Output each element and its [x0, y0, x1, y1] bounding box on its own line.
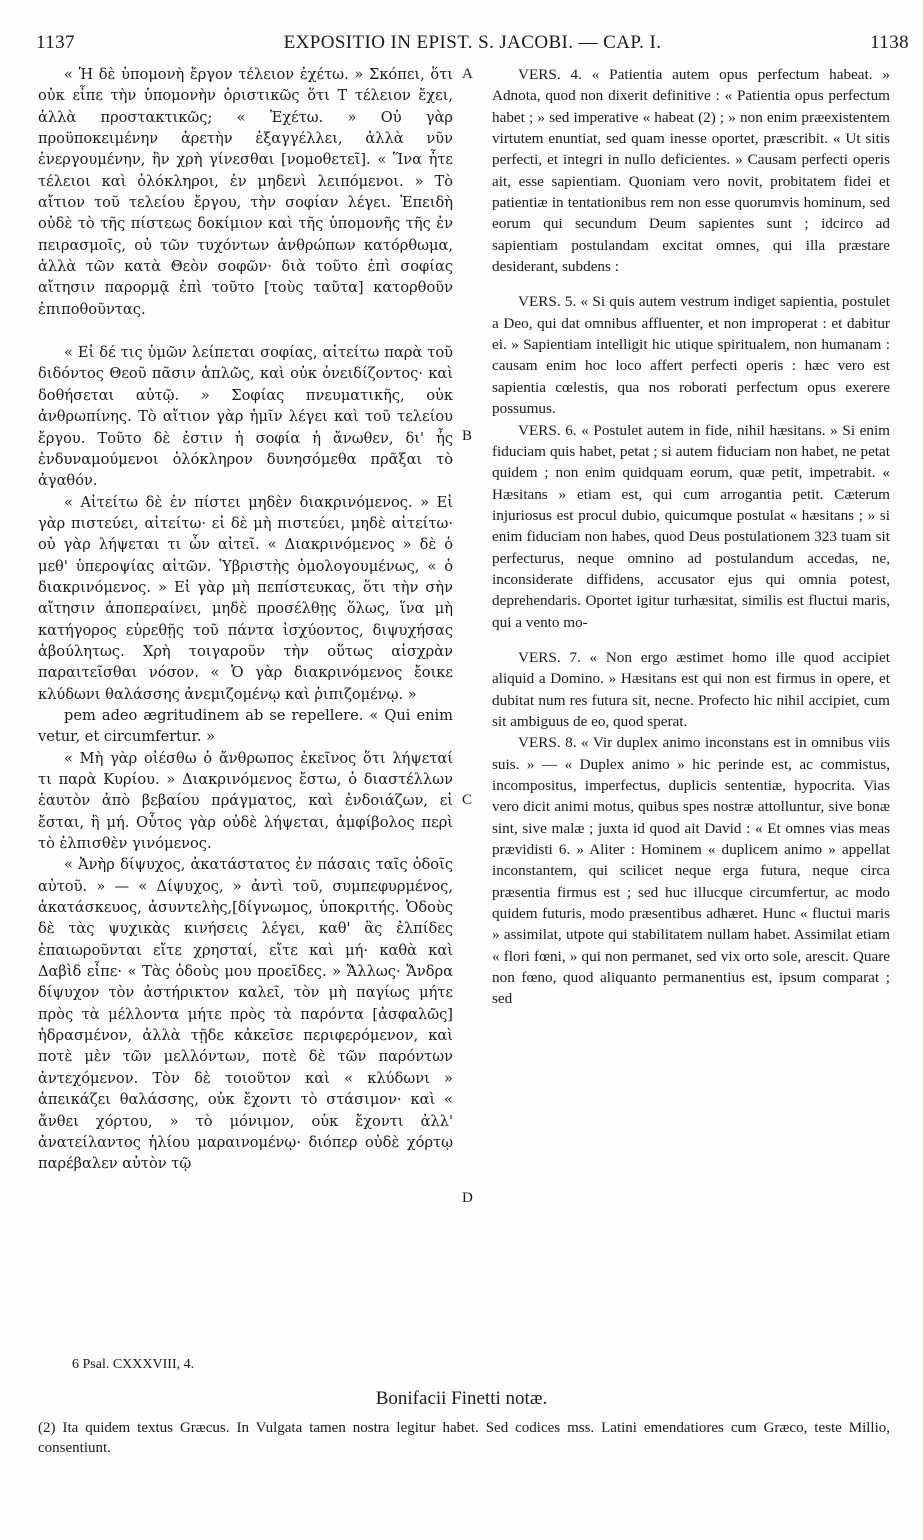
greek-paragraph: « Μὴ γὰρ οἰέσθω ὁ ἄνθρωπος ἐκεῖνος ὅτι λήψεταί τι παρὰ Κυρίου. » Διακρινόμενος ἔστω, ὁ διαστέλλων ἑαυτὸν ἀπὸ βεβαίου πράγματος, καὶ ἐνδοιάζων, εἰ ἔσται, ἢ μή. Οὗτος γὰρ οὐδὲ λήψεται, ἀμφίβολος περὶ τὸ ἐλπισθὲν γινόμενος.: [38, 749, 453, 853]
latin-column: [492, 64, 890, 1010]
margin-letter-d: D: [462, 1190, 473, 1206]
margin-letter-a: A: [462, 66, 473, 82]
running-title: EXPOSITIO IN EPIST. S. JACOBI. — CAP. I.: [283, 32, 662, 53]
notes-body: [38, 1418, 890, 1458]
margin-letter-b: B: [462, 428, 473, 444]
latin-paragraph: VERS. 7. « Non ergo æstimet homo ille quod accipiet aliquid a Domino. » Hæsitans est qui non est firmus in opere, et dubitat num res futura sit, necne. Profecto hic nihil accipiet, cum sit ambiguus de eo, quod sperat.: [492, 648, 890, 730]
greek-paragraph: « Ἡ δὲ ὑπομονὴ ἔργον τέλειον ἐχέτω. » Σκόπει, ὅτι οὐκ εἶπε τὴν ὑπομονὴν ὁριστικῶς ὅτι Τ τέλειον ἔχει, ἀλλὰ προστακτικῶς; « Ἐχέτω. » Οὐ γὰρ προϋποκειμένην ἀρετὴν ἐξαγγέλλει, ἀλλὰ νῦν ἐνεργουμένην, ἣν χρὴ γίνεσθαι [νομοθετεῖ]. « Ἵνα ἦτε τέλειοι καὶ ὁλόκληροι, ἐν μηδενὶ λειπόμενοι. » Τὸ αἴτιον τοῦ τελείου ἔργου, τὴν σοφίαν λέγει. Ἐπειδὴ οὐδὲ τὸ τῆς πίστεως δοκίμιον καὶ τῆς ὑπομονῆς τῆς ἐν πειρασμοῖς, οὐ τῶν τυχόντων ἀνθρώπων κατόρθωμα, ἀλλὰ τῶν κατὰ Θεὸν σοφῶν· διὰ τοῦτο ἐπὶ σοφίας αἴτησιν παρορμᾷ ἐπὶ τοῦτο [τοὺς ταῦτα] κατορθοῦν ἐπιποθοῦντας.: [38, 66, 453, 318]
latin-paragraph: VERS. 4. « Patientia autem opus perfectum habeat. » Adnota, quod non dixerit definitive : « Patientia opus perfectum habet ; » sed imperative « habeat (2) ; » non enim præexistentem virtutem enuntiat, sed quam inesse oportet, præscribit. « Ut sitis perfecti, et integri in nullo deficientes. » Causam perfecti operis ait, esse sapientiam. Quoniam vero novit, probitatem fidei et patientiæ in tentationibus rem non esse quorumvis hominum, sed eorum qui secundum Deum sapientes sunt ; idcirco ad sapientiam postulandam excitat omnes, qui illa præstare desiderant, subdens :: [492, 66, 890, 276]
greek-paragraph: « Αἰτείτω δὲ ἐν πίστει μηδὲν διακρινόμενος. » Εἰ γὰρ πιστεύει, αἰτείτω· εἰ δὲ μὴ πιστεύει, μηδὲ αἰτείτω· οὐ γὰρ λήψεται τι ὧν αἰτεῖ. « Διακρινόμενος » δὲ ὁ μεθ' ὑπεροψίας αἰτῶν. Ὑβριστὴς ὁμολογουμένως, « ὁ διακρινόμενος. » Εἰ γὰρ μὴ πεπίστευκας, ὅτι τὴν σὴν αἴτησιν ἀποπεραίνει, μηδὲ προσέλθῃς ὅλως, ἵνα μὴ κατήγορος εὑρεθῇς τοῦ πάντα ἰσχύοντος, διψυχήσας ἀβούλητως. Χρὴ τοιγαροῦν τὴν οὕτως αἰσχρὰν παραιτεῖσθαι νόσον. « Ὁ γὰρ διακρινόμενος ἔοικε κλύδωνι θαλάσσης ἀνεμιζομένῳ καὶ ῥιπιζομένῳ. »: [38, 493, 453, 703]
greek-paragraph: « Ἀνὴρ δίψυχος, ἀκατάστατος ἐν πάσαις ταῖς ὁδοῖς αὐτοῦ. » — « Δίψυχος, » ἀντὶ τοῦ, συμπεφυρμένος, ἀκατάσκευος, ἀσυντελὴς,[δίγνωμος, ὑποκριτής. Ὁδοὺς δὲ τὰς ψυχικὰς κινήσεις λέγει, καθ' ἃς ἐλπίδες ἐπαιωροῦνται εἴτε χρησταί, εἴτε καὶ μή· καθὰ καὶ Δαβὶδ εἶπε· « Τὰς ὁδοὺς μου προεῖδες. » Ἄλλως· Ἄνδρα δίψυχον τὸν ἀστήρικτον καλεῖ, τὸν μὴ παγίως μήτε πρὸς τὰ μέλλοντα μήτε πρὸς τὰ παρόντα [ἀσφαλῶς] ἡδρασμένον, ἀλλὰ τῇδε κἀκεῖσε περιφερόμενον, καὶ ποτὲ μὲν τῶν μελλόντων, ποτὲ δὲ τῶν παρόντων ἀντεχόμενον. Τὸν δὲ τοιοῦτον καὶ « κλύδωνι » ἀπεικάζει θαλάσσης, οὐκ ἔχοντι τὸ στάσιμον· καὶ « ἄνθει χόρτου, » τὸ μόνιμον, οὐκ ἔχοντι ἀλλ' ἀνατείλαντος ἡλίου μαραινομένῳ· διόπερ οὐδὲ χόρτῳ παρέβαλεν αὐτὸν τῷ: [38, 856, 453, 1173]
margin-letter-c: C: [462, 792, 473, 808]
footnote: 6 Psal. CXXXVIII, 4.: [72, 1357, 195, 1372]
latin-paragraph: VERS. 5. « Si quis autem vestrum indiget sapientia, postulet a Deo, qui dat omnibus affluenter, et non improperat : et dabitur ei. » Sapientiam intelligit hic utique spiritualem, non humanam : causam enim hoc loco affert perfecti operis : hæc vero est sapientia cœlestis, qua nos roborati perfectum opus exerere possumus.: [492, 293, 890, 418]
greek-paragraph: « Εἰ δέ τις ὑμῶν λείπεται σοφίας, αἰτείτω παρὰ τοῦ διδόντος Θεοῦ πᾶσιν ἁπλῶς, καὶ οὐκ ὀνειδίζοντος· καὶ δοθήσεται αὐτῷ. » Σοφίας πνευματικῆς, οὐκ ἀνθρωπίνης. Τὸ αἴτιον γὰρ ἡμῖν λέγει καὶ τοῦ τελείου ἔργου. Τοῦτο δὲ ἐστιν ἡ σοφία ἡ ἄνωθεν, δι' ἧς ἐνδυναμούμενοι ὁλόκληρον δυνησόμεθα πρᾶξαι τὸ ἀγαθόν.: [38, 344, 453, 490]
latin-paragraph: VERS. 8. « Vir duplex animo inconstans est in omnibus viis suis. » — « Duplex animo » hic perinde est, ac commistus, incompositus, imperfectus, duplicis sententiæ, hypocrita. Vias vero dicit animi motus, quibus spes nostræ attolluntur, sive bonæ sint, sive malæ ; juxta id quod ait David : « Et omnes vias meas prævidisti 6. » Aliter : Hominem « duplicem animo » appellat inconstantem, qui scilicet neque erga futura, neque circa præsentia firmus est ; sed huc illucque circumfertur, ac modo quidem futuris, modo præsentibus adhæret. Hunc « fluctui maris » assimilat, utpote qui stabilitatem nullam habet. Assimilat etiam « flori fœni, » qui non permanet, sed vix orto sole, arescit. Quare non fœno, quod aliquanto permanentius est, ipsum comparat ; sed: [492, 734, 890, 1008]
page-number-left: 1137: [36, 32, 75, 53]
running-header: [36, 32, 909, 60]
latin-continuation: pem adeo ægritudinem ab se repellere. « Qui enim vetur, et circumfertur. »: [38, 706, 453, 746]
page-number-right: 1138: [870, 32, 909, 53]
note-text: (2) Ita quidem textus Græcus. In Vulgata tamen nostra legitur habet. Sed codices mss. Latini emendatiores cum Græco, teste Millio, consentiunt.: [38, 1420, 890, 1456]
latin-paragraph: VERS. 6. « Postulet autem in fide, nihil hæsitans. » Si enim fiduciam quis habet, petat ; si autem fiduciam non habet, ne petat quidem ; non enim quidquam eorum, quæ petit, impetrabit. « Hæsitans » etiam est, qui cum arrogantia petit. Cæterum injuriosus est procul dubio, quicumque postulat « hæsitans ; » si enim fiduciam non habes, quod Deus postulationem 323 tuam sit perfecturus, neque omnino ad postulandum accedas, ne, inconsiderate diffidens, accusator ejus qui omnia potest, deprehendaris. Oportet igitur turhæsitat, similis est fluctui maris, qui a vento mo-: [492, 421, 890, 631]
greek-column: [38, 64, 453, 1175]
notes-title: Bonifacii Finetti notæ.: [375, 1388, 548, 1409]
